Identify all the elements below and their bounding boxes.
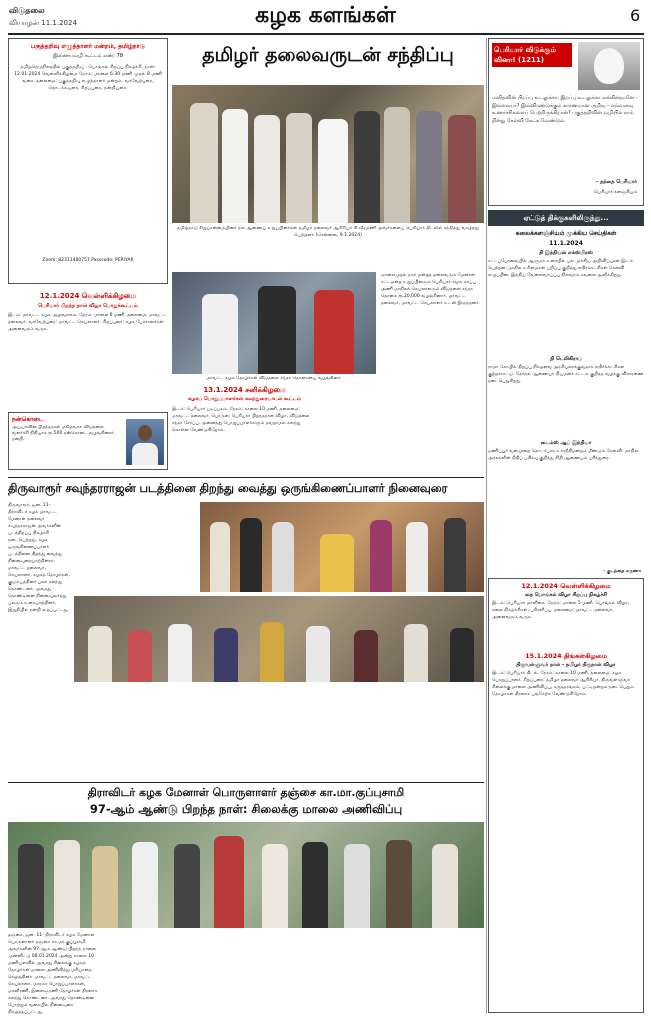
main-headline: தமிழர் தலைவருடன் சந்திப்பு bbox=[202, 44, 454, 66]
notice-title: பகுத்தறிவு எழுத்தாளர் மன்றம், தமிழ்நாடு bbox=[30, 43, 146, 50]
story2-body: திருவாரூர், ஜன. 11- திராவிடர் கழக மாவட்ட மேனாள் தலைவர் சவுந்தரராஜன் அவர்களின் படத்திறப்பு நிகழ்ச்சி நடைபெற்றது. கழக ஒருங்கிணைப்பாளர் படத்தினை திறந்து வைத்து நினைவுரையாற்றினார். மாவட்ட தலைவர், செயலாளர், கழகத் தோழர்கள், குடும்பத்தினர் பலர் கலந்து கொண்டனர். அவரது தொண்டினை நினைவுகூர்ந்து பலரும் உரையாற்றினர். இறுதியில் நன்றி கூறப்பட்டது. bbox=[8, 503, 70, 613]
quiz-box bbox=[488, 38, 644, 206]
person bbox=[302, 842, 328, 928]
digest-body-1: சட்டப்பேரவையில் ஆளுநர் உரையில் பல முக்கிய அறிவிப்புகள் இடம் பெற்றன. மாநில உரிமைகள் பறிப்பு குறித்து எதிர்க்கட்சிகள் கேள்வி எழுப்பின. இந்திய வேலைவாய்ப்பு நிலவரம் கவலை அளிக்கிறது. bbox=[488, 259, 633, 278]
person bbox=[222, 109, 248, 223]
person bbox=[260, 622, 284, 682]
person bbox=[432, 844, 458, 928]
second-body: மாலைமுதல் நகர் மன்றத் தலைவரும் மேனாள் சட்டமன்ற உறுப்பினரும் பெரியார் சமூக காப்பு அணி மாநிலச் செயலாளரும் விடுதலை சந்தா தொகை ரூ.20,000 வழங்கினார். மாவட்ட தலைவர், மாவட்ட செயலாளர் உடன் இருந்தனர். bbox=[381, 273, 481, 306]
portrait-beard bbox=[594, 48, 624, 84]
person bbox=[262, 844, 288, 928]
main-photo bbox=[172, 85, 484, 223]
person bbox=[306, 626, 330, 682]
story2-body-cont bbox=[74, 502, 136, 608]
person bbox=[214, 836, 244, 928]
issue-date: வியாழன் 11.1.2024 bbox=[9, 19, 77, 27]
saturday-body: இடம்: பெரியார் படிப்பகம். நேரம்: காலை 10 மணி. தலைமை: மாவட்ட தலைவர். பொருள்: பெரியார் பிறந்தநாள் விழா, விடுதலை சந்தா சேர்ப்பு. அனைத்து பொறுப்பாளர்களும் தவறாமல் கலந்து கொள்ள வேண்டுகிறோம். bbox=[172, 407, 310, 433]
digest-signature: - குடந்தை கருணா bbox=[603, 569, 641, 574]
notice-body: தமிழ்நெடுநிலத்தில் பகுத்தறிவு - பொங்கல் சிறப்பு நிகழ்ச்சி. நாள்: 12.01.2024 வெள்ளிக்கிழமை நேரம்: மாலை 6.30 மணி முதல் 8 மணி வரை. தலைமை: பகுத்தறிவு எழுத்தாளர் மன்றம். வரவேற்புரை, தொடக்கவுரை, சிறப்புரை, நன்றியுரை. bbox=[14, 65, 162, 91]
page-number: 6 bbox=[630, 6, 641, 25]
person bbox=[18, 844, 44, 928]
story3-columns bbox=[102, 932, 484, 1014]
notice-subtitle: இணையவழி கூட்டம் எண்: 78 bbox=[52, 53, 124, 59]
person bbox=[320, 534, 354, 592]
person bbox=[354, 111, 380, 223]
quiz-source: பெரியார் களஞ்சியம் bbox=[594, 190, 637, 195]
masthead bbox=[0, 0, 651, 34]
saturday-title: கழகப் பொறுப்பாளர்கள் கலந்துரையாடல் கூட்டம் bbox=[188, 396, 301, 402]
events-body: இடம்: பெரியார் மாளிகை. நேரம்: மாலை 5 மணி. பொங்கல் விழா, கலை நிகழ்ச்சிகள், பரிசளிப்பு. தலைமை: மாவட்ட தலைவர். அனைவரும் வருக. bbox=[492, 601, 630, 620]
events-body-2: இடம்: பெரியார் திடல். நேரம்: காலை 10 மணி. தலைமை: கழக பொறுப்பாளர். சிறப்புரை: தமிழர் தலைவர் ஆசிரியர். திருவள்ளுவர் சிலைக்கு மாலை அணிவிப்பு, கருத்தரங்கம், பட்டிமன்றம் நடைபெறும். தோழர்கள் திரளாக பங்கேற்க வேண்டுகிறோம். bbox=[492, 671, 636, 697]
person bbox=[210, 522, 230, 592]
person bbox=[370, 520, 392, 592]
section-title: கழக களங்கள் bbox=[255, 3, 396, 28]
saturday-date: 13.1.2024 சனிக்கிழமை bbox=[203, 386, 286, 394]
person bbox=[190, 103, 218, 223]
story3-body: தஞ்சை, ஜன. 11- திராவிடர் கழக மேனாள் பொருளாளர் தஞ்சை கா.மா.குப்புசாமி அவர்களின் 97-ஆம் ஆண்டு பிறந்த நாளை முன்னிட்டு 08.01.2024 அன்று காலை 10 மணியளவில் அவரது சிலைக்கு கழகத் தோழர்கள் மாலை அணிவித்து மரியாதை செலுத்தினர். மாவட்ட தலைவர், மாவட்ட செயலாளர், மாநகர பொறுப்பாளர்கள், மகளிரணி, இளைஞரணி தோழர்கள் திரளாக கலந்து கொண்டனர். அவரது தொண்டினை போற்றும் வகையில் நினைவுரை நிகழ்த்தப்பட்டது. bbox=[8, 933, 98, 1014]
masthead-rule bbox=[8, 33, 644, 35]
story3-rule bbox=[8, 782, 484, 783]
ettu-banner: ஏட்டுத் திக்குகளிலிருந்து... bbox=[488, 210, 644, 226]
person bbox=[168, 624, 192, 682]
person bbox=[214, 628, 238, 682]
story2-headline: திருவாரூர் சவுந்தரராஜன் படத்தினை திறந்து வைத்து ஒருங்கிணைப்பாளர் நினைவுரை bbox=[8, 481, 448, 495]
story3-headline-1: திராவிடர் கழக மேனாள் பொருளாளர் தஞ்சை கா.மா.குப்புசாமி bbox=[87, 786, 405, 799]
story3-headline-2: 97-ஆம் ஆண்டு பிறந்த நாள்: சிலைக்கு மாலை அணிவிப்பு bbox=[89, 802, 403, 816]
quiz-title: பெரியார் விடுக்கும் வினா! (1211) bbox=[492, 43, 572, 67]
main-caption: தமிழ்நாடு சிறுபான்மையினர் நல ஆணைய உறுப்பினர்கள் தமிழர் தலைவர் ஆசிரியர் கி.வீரமணி அவர்களைப் பெரியார் திடலில் சந்தித்து வாழ்த்து பெற்றனர் (சென்னை, 9.1.2024) bbox=[177, 226, 479, 238]
person bbox=[132, 842, 158, 928]
person bbox=[54, 840, 80, 928]
events-date-2: 15.1.2024 திங்கள்கிழமை bbox=[525, 652, 607, 660]
digest-source-3: டைம்ஸ் ஆப் இந்தியா bbox=[540, 440, 592, 446]
digest-body-2: ராமர் கோயில் திறப்பு நிகழ்வை அரசியலாக்குவதாக எதிர்க்கட்சிகள் குற்றச்சாட்டு. தேர்தல் ஆணையர் நியமனச் சட்டம் குறித்த வழக்கு விசாரணை நடைபெறுகிறது. bbox=[488, 365, 644, 384]
person bbox=[240, 518, 262, 592]
story2-photo-2 bbox=[74, 596, 484, 682]
person bbox=[318, 119, 348, 223]
left-notice-box bbox=[8, 38, 168, 284]
portrait-shirt bbox=[132, 443, 158, 465]
person bbox=[286, 113, 312, 223]
quiz-body: மனிதனின் பிறப்பு உடலுக்கா, இறப்பு உடலுக்கா என்கின்றானே - இல்லையா? இவ்விரண்டுக்கும் காரணமான அறிவு - எவ்வளவு உணர்ச்சிகளைப் பெற்றிருக்கிறான்? பகுத்தறிவின் வழியில் நாம் நின்று கேள்வி கேட்க வேண்டும். bbox=[492, 95, 638, 124]
story3-photo bbox=[8, 822, 484, 928]
digest-title: கலைக்களஞ்சியம் முக்கிய செய்திகள் bbox=[515, 230, 617, 237]
person bbox=[344, 844, 370, 928]
person bbox=[202, 294, 238, 374]
saturday-body-cont bbox=[322, 386, 484, 466]
second-caption: மாவட்ட கழக தோழர்கள் விடுதலை சந்தா தொகையை வழங்கினர். bbox=[206, 376, 342, 381]
story2-columns bbox=[74, 686, 484, 778]
person bbox=[444, 518, 466, 592]
person bbox=[272, 522, 294, 592]
person bbox=[386, 840, 412, 928]
person bbox=[404, 624, 428, 682]
thanks-box bbox=[8, 412, 168, 470]
friday-date: 12.1.2024 வெள்ளிக்கிழமை bbox=[39, 292, 137, 300]
person bbox=[416, 111, 442, 223]
person bbox=[406, 522, 428, 592]
person bbox=[354, 630, 378, 682]
notice-footer: Zoom: 82311480757 Passcode: PERIYAR bbox=[42, 258, 134, 263]
person bbox=[174, 844, 200, 928]
person bbox=[314, 290, 354, 374]
portrait-head bbox=[138, 425, 152, 441]
digest-source-2: தி டெலிகிராப் bbox=[550, 356, 582, 362]
person bbox=[92, 846, 118, 928]
events-date: 12.1.2024 வெள்ளிக்கிழமை bbox=[521, 582, 611, 590]
events-title: தை பொங்கல் விழா சிறப்பு நிகழ்ச்சி bbox=[524, 592, 608, 598]
person bbox=[450, 628, 474, 682]
person bbox=[384, 107, 410, 223]
thanks-title: நன்கொடை bbox=[12, 416, 44, 423]
digest-source-1: தி இந்தியன் எக்ஸ்பிரஸ் bbox=[539, 250, 593, 256]
person bbox=[448, 115, 476, 223]
person bbox=[254, 115, 280, 223]
person bbox=[128, 630, 152, 682]
events-box bbox=[488, 578, 644, 1013]
second-photo bbox=[172, 272, 376, 374]
quiz-signature: - தந்தை பெரியார் bbox=[596, 179, 637, 185]
events-title-2: திருவள்ளுவர் நாள் - தமிழர் திருநாள் விழா bbox=[516, 662, 616, 668]
digest-body-3: மணிப்பூர் வன்முறை தொடர்பாக உச்சநீதிமன்றம் மீண்டும் கேள்வி. மாநில அரசுகளின் நிதிப் பகிர்வு குறித்து நிதி ஆணையம் பரிந்துரை. bbox=[488, 449, 639, 461]
donor-portrait bbox=[126, 419, 164, 465]
column-divider-right bbox=[486, 38, 487, 1014]
paper-name: விடுதலை bbox=[9, 6, 45, 15]
friday-body: இடம்: மாவட்ட கழக அலுவலகம். நேரம்: மாலை 6 மணி. தலைமை: மாவட்ட தலைவர். வரவேற்புரை: மாவட்ட செயலாளர். சிறப்புரை: கழக பேச்சாளர்கள். அனைவரும் வருக. bbox=[8, 313, 167, 332]
digest-date: 11.1.2024 bbox=[549, 240, 583, 247]
story2-rule bbox=[8, 477, 484, 478]
person bbox=[88, 626, 112, 682]
friday-title: பெரியார் பிறந்த நாள் விழா பொதுக்கூட்டம் bbox=[38, 303, 138, 309]
periyar-portrait bbox=[578, 42, 640, 90]
story2-photo-1 bbox=[200, 502, 484, 592]
person bbox=[258, 286, 296, 374]
thanks-body: அய்யாவின் பிறந்தநாள் மகிழ்வாக விடுதலை வளர்ச்சி நிதியாக ரூ.500 நன்கொடை வழங்கினார். நன்றி. bbox=[12, 425, 116, 442]
